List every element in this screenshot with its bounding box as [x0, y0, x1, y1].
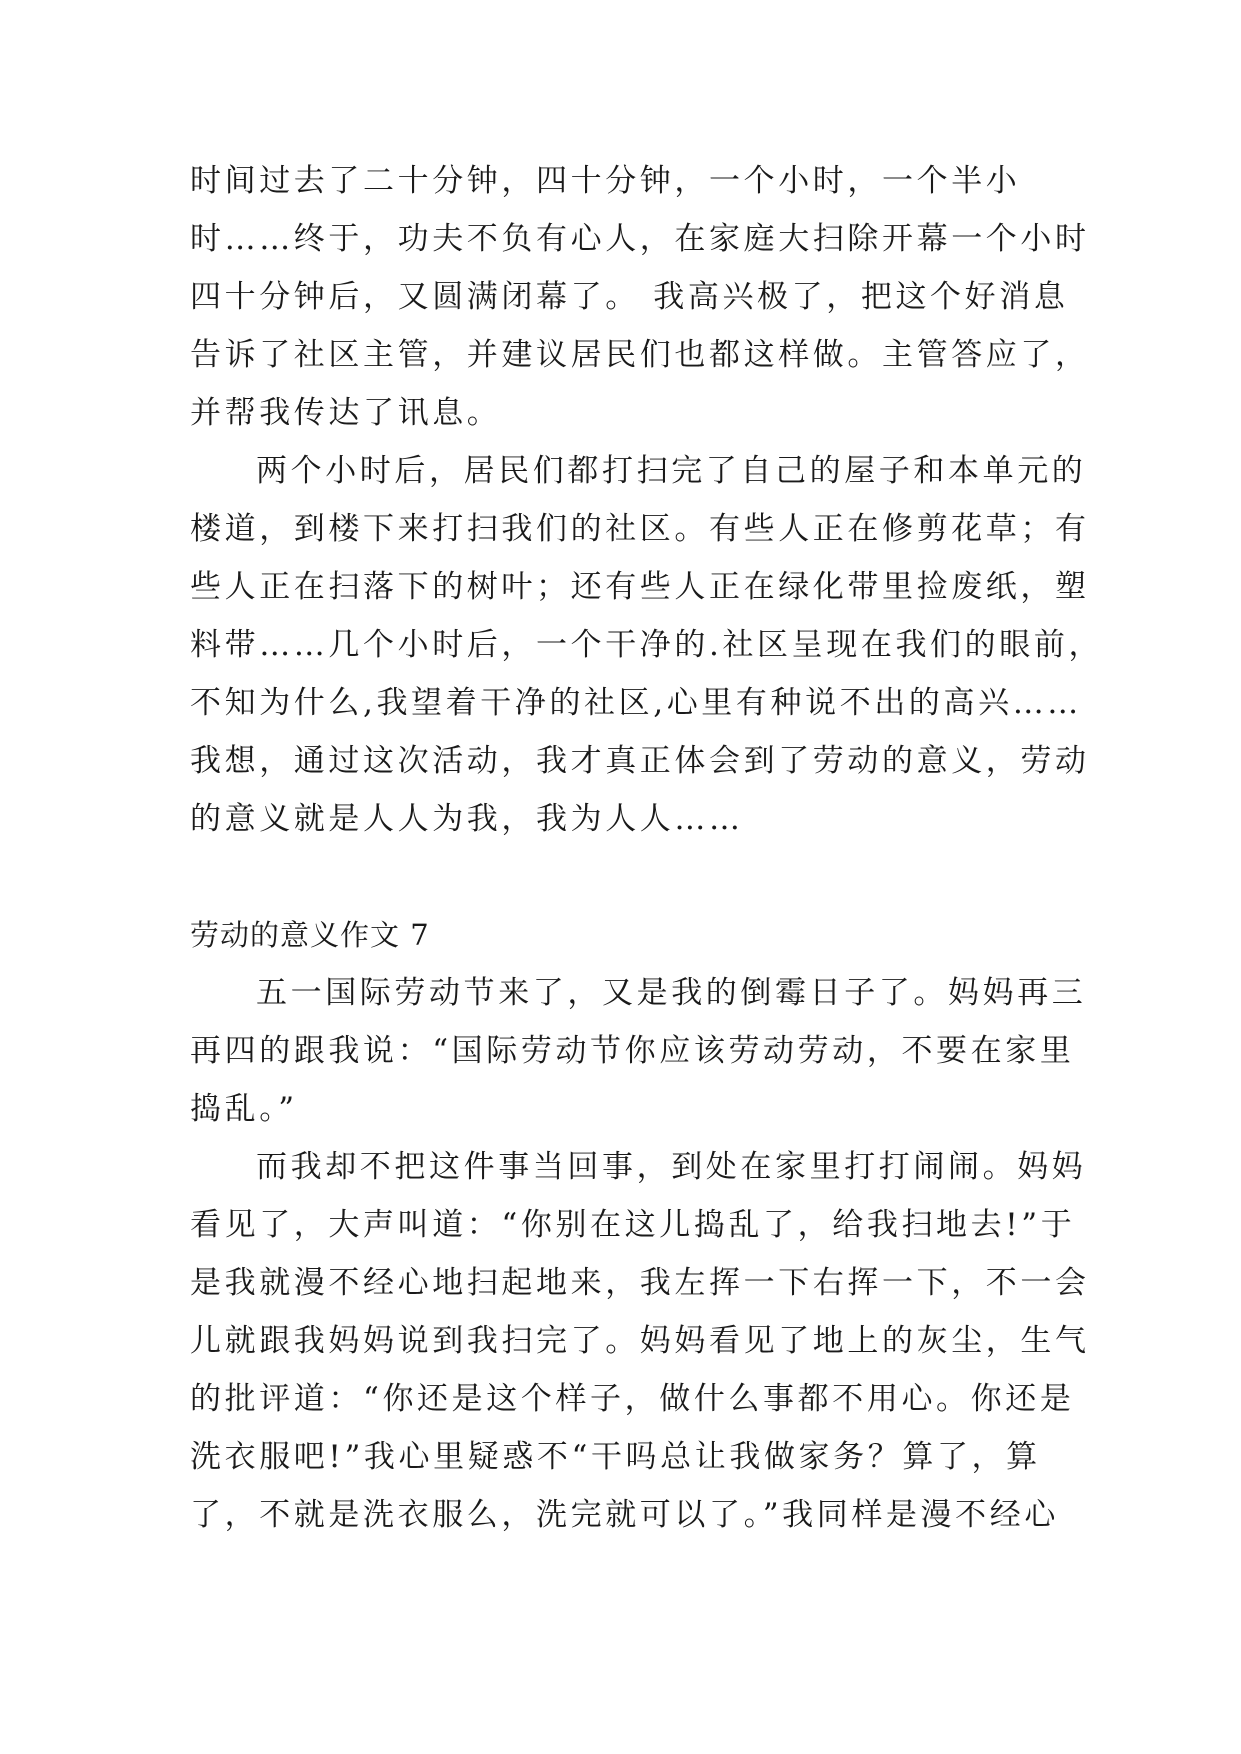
text-line: 不知为什么,我望着干净的社区,心里有种说不出的高兴…… [190, 685, 1082, 721]
text-line: 的意义就是人人为我，我为人人…… [190, 801, 744, 837]
paragraph [190, 964, 1087, 1138]
text-line: 是我就漫不经心地扫起地来，我左挥一下右挥一下，不一会 [190, 1265, 1090, 1301]
text-line: 时……终于，功夫不负有心人，在家庭大扫除开幕一个小时 [190, 221, 1090, 257]
text-line: 洗衣服吧!”我心里疑惑不“干吗总让我做家务？算了，算 [190, 1439, 1041, 1475]
section-heading: 劳动的意义作文 7 [190, 918, 430, 952]
text-line: 再四的跟我说：“国际劳动节你应该劳动劳动，不要在家里 [190, 1033, 1075, 1069]
text-line: 时间过去了二十分钟，四十分钟，一个小时，一个半小 [190, 163, 1021, 199]
paragraph [190, 152, 1090, 442]
text-line: 告诉了社区主管，并建议居民们也都这样做。主管答应了， [190, 337, 1090, 373]
text-line: 儿就跟我妈妈说到我扫完了。妈妈看见了地上的灰尘，生气 [190, 1323, 1090, 1359]
text-line: 五一国际劳动节来了，又是我的倒霉日子了。妈妈再三 [256, 975, 1087, 1011]
text-line: 而我却不把这件事当回事，到处在家里打打闹闹。妈妈 [256, 1149, 1087, 1185]
text-line: 的批评道：“你还是这个样子，做什么事都不用心。你还是 [190, 1381, 1075, 1417]
paragraph [190, 442, 1104, 848]
section-spacer [190, 848, 1052, 906]
text-line: 看见了，大声叫道：“你别在这儿捣乱了，给我扫地去!”于 [190, 1207, 1076, 1243]
text-line: 些人正在扫落下的树叶；还有些人正在绿化带里捡废纸，塑 [190, 569, 1090, 605]
text-line: 料带……几个小时后，一个干净的.社区呈现在我们的眼前， [190, 627, 1104, 663]
text-line: 我想，通过这次活动，我才真正体会到了劳动的意义，劳动 [190, 743, 1090, 779]
text-line: 了，不就是洗衣服么，洗完就可以了。”我同样是漫不经心 [190, 1497, 1059, 1533]
text-line: 楼道，到楼下来打扫我们的社区。有些人正在修剪花草；有 [190, 511, 1090, 547]
document-page [190, 152, 1104, 1544]
text-line: 四十分钟后，又圆满闭幕了。 我高兴极了，把这个好消息 [190, 279, 1069, 315]
paragraph [190, 1138, 1090, 1544]
text-line: 两个小时后，居民们都打扫完了自己的屋子和本单元的 [256, 453, 1087, 489]
text-line: 捣乱。” [190, 1091, 298, 1127]
text-line: 并帮我传达了讯息。 [190, 395, 502, 431]
